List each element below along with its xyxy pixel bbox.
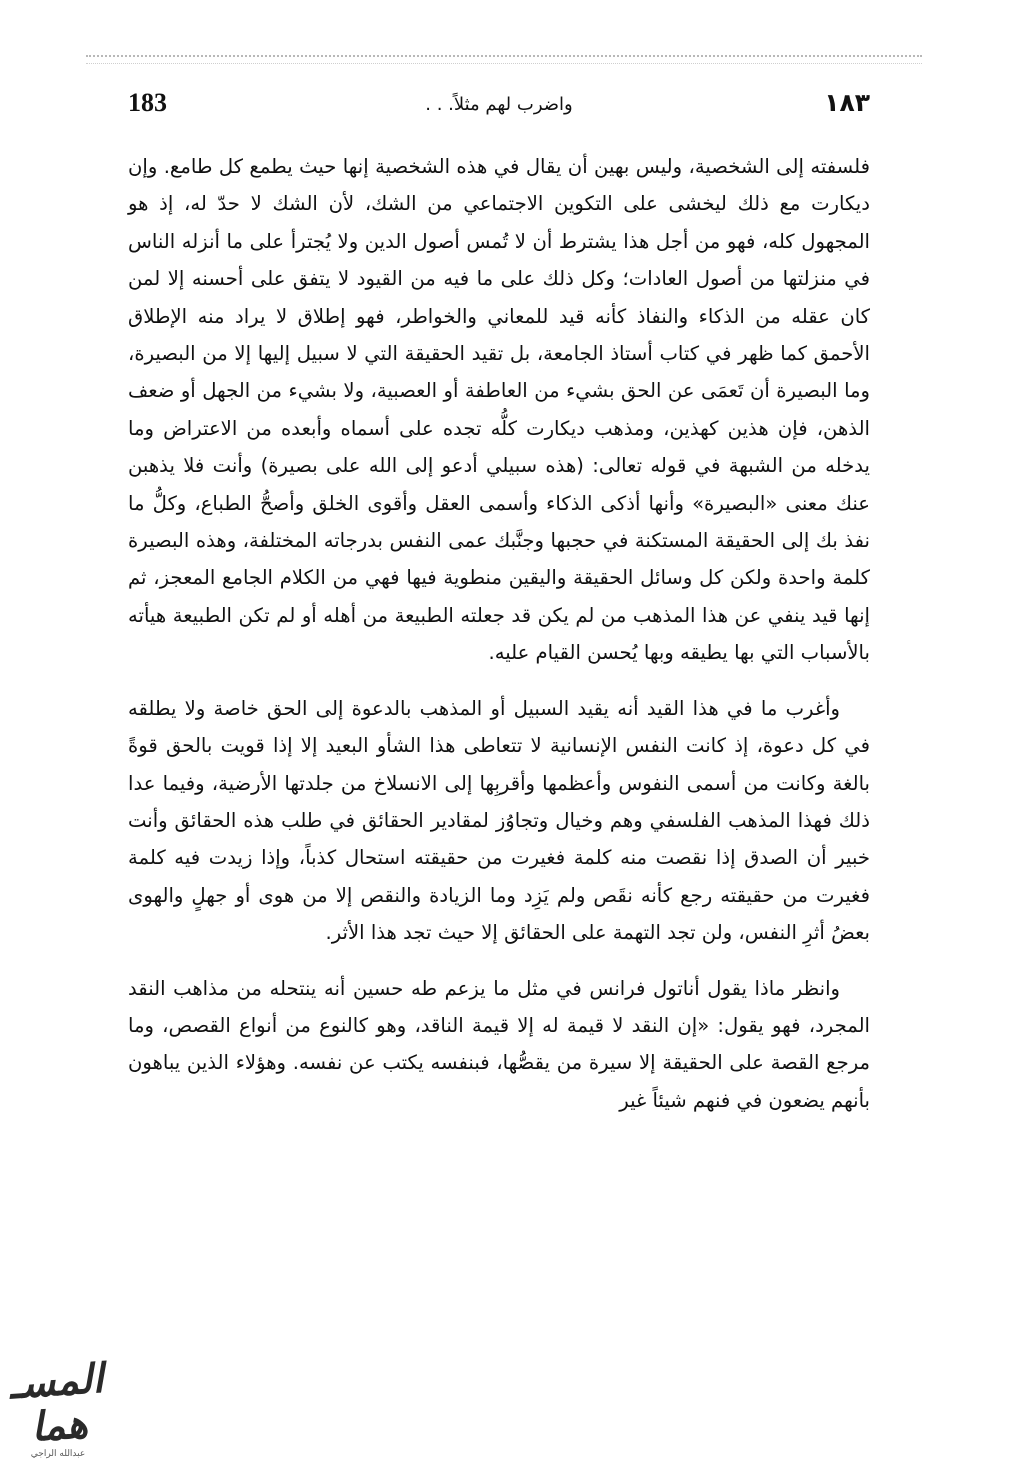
watermark-text: المسـ هما: [7, 1354, 105, 1451]
page-number-latin: 183: [128, 88, 167, 117]
paragraph-1: فلسفته إلى الشخصية، وليس بهين أن يقال في هذه الشخصية إنها حيث يطمع كل طامع. وإن ديكارت مع ذلك ليخشى على التكوين الاجتماعي من الشك، لأن الشك لا حدّ له، إذ هو المجهول كله، فهو من أجل هذا يشترط أن لا تُمس أصول الدين ولا يُجترأ على ما أنزله الناس في منزلتها من أصول العادات؛ وكل ذلك على ما فيه من القيود لا يتفق على أحسنه إلا لمن كان عقله من الذكاء والنفاذ كأنه قيد للمعاني والخواطر، فهو إطلاق لا يراد منه الإطلاق الأحمق كما ظهر في كتاب أستاذ الجامعة، بل تقيد الحقيقة التي لا سبيل إليها إلا من البصيرة، وما البصيرة أن تَعمَى عن الحق بشيء من العاطفة أو العصبية، ولا بشيء من الجهل أو ضعف الذهن، فإن هذين كهذين، ومذهب ديكارت كلُّه تجده على أسماه وأبعده من الاعتراض وما يدخله من الشبهة في قوله تعالى: (هذه سبيلي أدعو إلى الله على بصيرة) وأنت فلا يذهبن عنك معنى «البصيرة» وأنها أذكى الذكاء وأسمى العقل وأقوى الخلق وأصحُّ الطباع، وكلُّ ما نفذ بك إلى الحقيقة المستكنة في حجبها وجنَّبك عمى النفس بدرجاته المختلفة، وهذه البصيرة كلمة واحدة ولكن كل وسائل الحقيقة واليقين منطوية فيها فهي من الكلام الجامع المعجز، ثم إنها قيد ينفي عن هذا المذهب من لم يكن قد جعلته الطبيعة من أهله أو لم تكن الطبيعة هيأته بالأسباب التي بها يطيقه وبها يُحسن القيام عليه.: [128, 155, 870, 665]
watermark-logo: [2, 1354, 114, 1459]
paragraph-2: وأغرب ما في هذا القيد أنه يقيد السبيل أو المذهب بالدعوة إلى الحق خاصة ولا يطلقه في كل دعوة، إذ كانت النفس الإنسانية لا تتعاطى هذا الشأو البعيد إلا إذا قويت بالحق قوةً بالغة وكانت من أسمى النفوس وأعظمها وأقربِها إلى الانسلاخ من جلدتها الأرضية، وفيما عدا ذلك فهذا المذهب الفلسفي وهم وخيال وتجاوُز لمقادير الحقائق في طلب هذه الحقائق وأنت خبير أن الصدق إذا نقصت منه كلمة فغيرت من حقيقته استحال كذباً، وإذا زيدت فيه كلمة فغيرت من حقيقته رجع كأنه نقَص ولم يَزِد وما الزيادة والنقص إلا من هوى أو جهلٍ والهوى بعضُ أثرِ النفس، ولن تجد التهمة على الحقائق إلا حيث تجد هذا الأثر.: [128, 696, 870, 945]
running-title: واضرب لهم مثلاً. . .: [425, 94, 573, 115]
paragraph-3: وانظر ماذا يقول أناتول فرانس في مثل ما يزعم طه حسين أنه ينتحله من مذاهب النقد المجرد، فهو يقول: «إن النقد لا قيمة له إلا قيمة الناقد، وهو كالنوع من أنواع القصص، وما مرجع القصة على الحقيقة إلا سيرة من يقصُّها، فبنفسه يكتب عن نفسه. وهؤلاء الذين يباهون بأنهم يضعون في فنهم شيئاً غير: [128, 976, 870, 1112]
page-body: [128, 148, 870, 1119]
page-number-arabic: ١٨٣: [824, 88, 870, 117]
watermark-subtext: عبدالله الراجي: [30, 1449, 86, 1459]
top-decorative-rule: [86, 55, 922, 64]
page-header: [128, 88, 870, 128]
